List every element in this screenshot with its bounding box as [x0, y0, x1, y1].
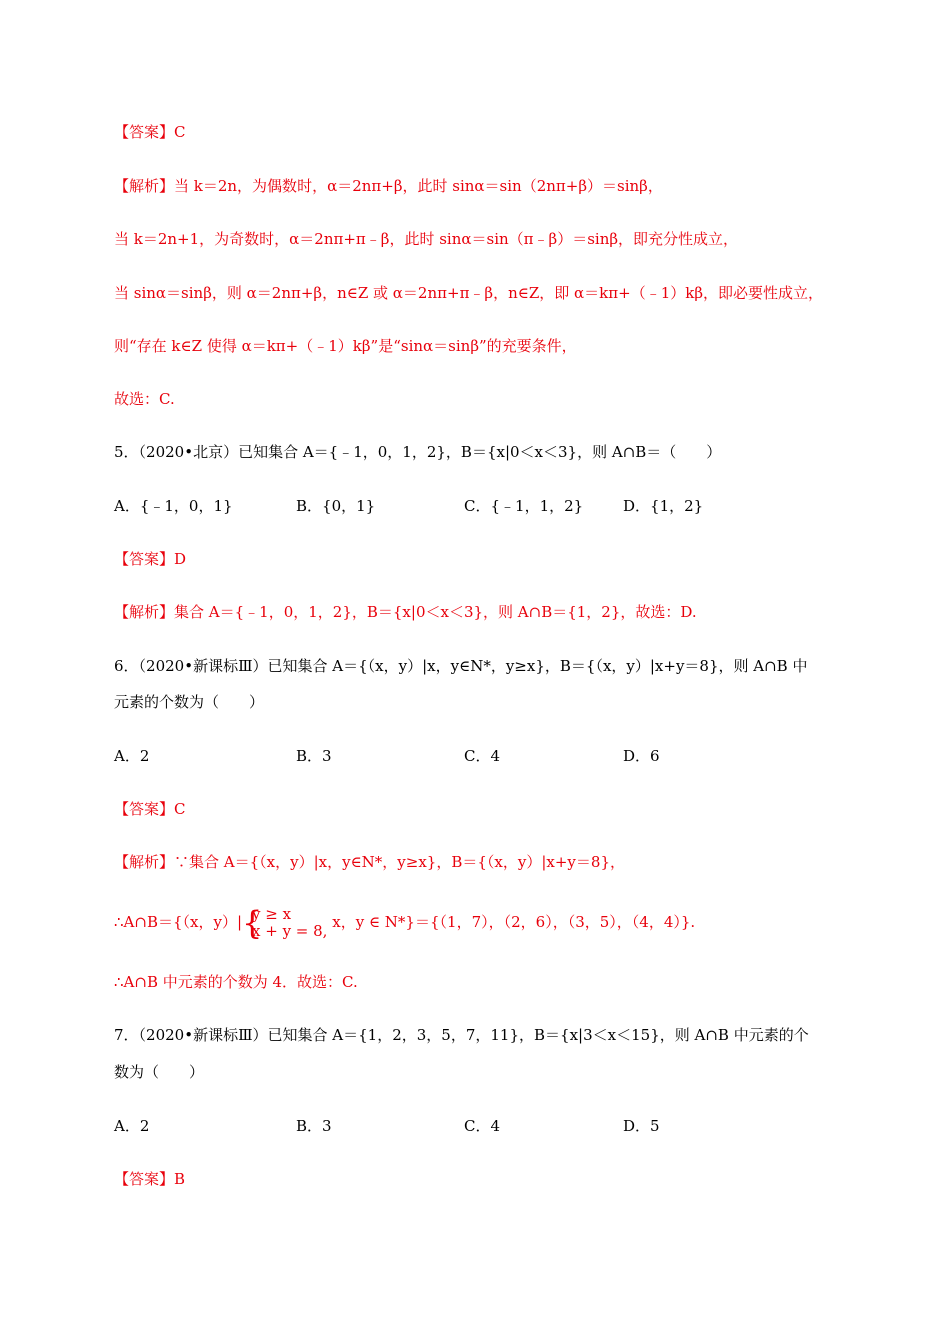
q4-analysis-line-4: 则“存在 k∈Z 使得 α＝kπ+（﹣1）kβ”是“sinα＝sinβ”的充要条件， — [114, 337, 577, 355]
system-row-2: x + y = 8, — [252, 922, 328, 940]
q6-option-d: D．6 — [623, 747, 660, 765]
q6-analysis-line-1: 【解析】∵集合 A＝{（x，y）|x，y∈N*，y≥x}，B＝{（x，y）|x+y＝8}， — [114, 853, 625, 871]
q5-option-a: A．{﹣1，0，1} — [114, 497, 233, 515]
q5-answer: 【答案】D — [114, 550, 187, 568]
q6-option-a: A．2 — [114, 747, 150, 765]
q7-option-d: D．5 — [623, 1117, 660, 1135]
q7-option-c: C．4 — [464, 1117, 501, 1135]
q6-stem-line-2: 元素的个数为（ ） — [114, 693, 265, 711]
q5-stem: 5．（2020•北京）已知集合 A＝{﹣1，0，1，2}，B＝{x|0＜x＜3}，则 A∩B＝（ ） — [114, 443, 722, 461]
q6-analysis-line-3: ∴A∩B 中元素的个数为 4．故选：C. — [114, 973, 358, 991]
q4-analysis-line-5: 故选：C. — [114, 390, 175, 408]
q4-answer: 【答案】C — [114, 123, 186, 141]
q5-option-d: D．{1，2} — [623, 497, 704, 515]
q4-analysis-line-2: 当 k＝2n+1，为奇数时，α＝2nπ+π﹣β，此时 sinα＝sin（π﹣β）＝sinβ，即充分性成立， — [114, 230, 739, 248]
q7-option-b: B．3 — [296, 1117, 332, 1135]
q6-analysis-line-2 — [114, 905, 695, 940]
q5-option-b: B．{0，1} — [296, 497, 376, 515]
q6-option-c: C．4 — [464, 747, 501, 765]
equation-system — [242, 906, 327, 940]
q6-answer: 【答案】C — [114, 800, 186, 818]
q6-option-b: B．3 — [296, 747, 332, 765]
q6-analysis-suffix: x，y ∈ N*}＝{（1，7），（2，6），（3，5），（4，4）}. — [327, 913, 696, 931]
brace-icon: { — [242, 904, 263, 942]
q7-answer: 【答案】B — [114, 1170, 186, 1188]
q5-option-c: C．{﹣1，1，2} — [464, 497, 584, 515]
q4-analysis-line-1: 【解析】当 k＝2n，为偶数时，α＝2nπ+β，此时 sinα＝sin（2nπ+β）＝sinβ， — [114, 177, 663, 195]
q7-stem-line-2: 数为（ ） — [114, 1063, 205, 1081]
q6-analysis-prefix: ∴A∩B＝{（x，y）| — [114, 913, 242, 931]
q7-option-a: A．2 — [114, 1117, 150, 1135]
q7-stem-line-1: 7．（2020•新课标Ⅲ）已知集合 A＝{1，2，3，5，7，11}，B＝{x|3＜x＜15}，则 A∩B 中元素的个 — [114, 1026, 809, 1044]
q6-stem-line-1: 6．（2020•新课标Ⅲ）已知集合 A＝{（x，y）|x，y∈N*，y≥x}，B＝{（x，y）|x+y＝8}，则 A∩B 中 — [114, 657, 808, 675]
q4-analysis-line-3: 当 sinα＝sinβ，则 α＝2nπ+β，n∈Z 或 α＝2nπ+π﹣β，n∈Z，即 α＝kπ+（﹣1）kβ，即必要性成立， — [114, 284, 824, 302]
q5-analysis: 【解析】集合 A＝{﹣1，0，1，2}，B＝{x|0＜x＜3}，则 A∩B＝{1，2}，故选：D. — [114, 603, 697, 621]
system-row-1: y ≥ x — [252, 905, 292, 923]
